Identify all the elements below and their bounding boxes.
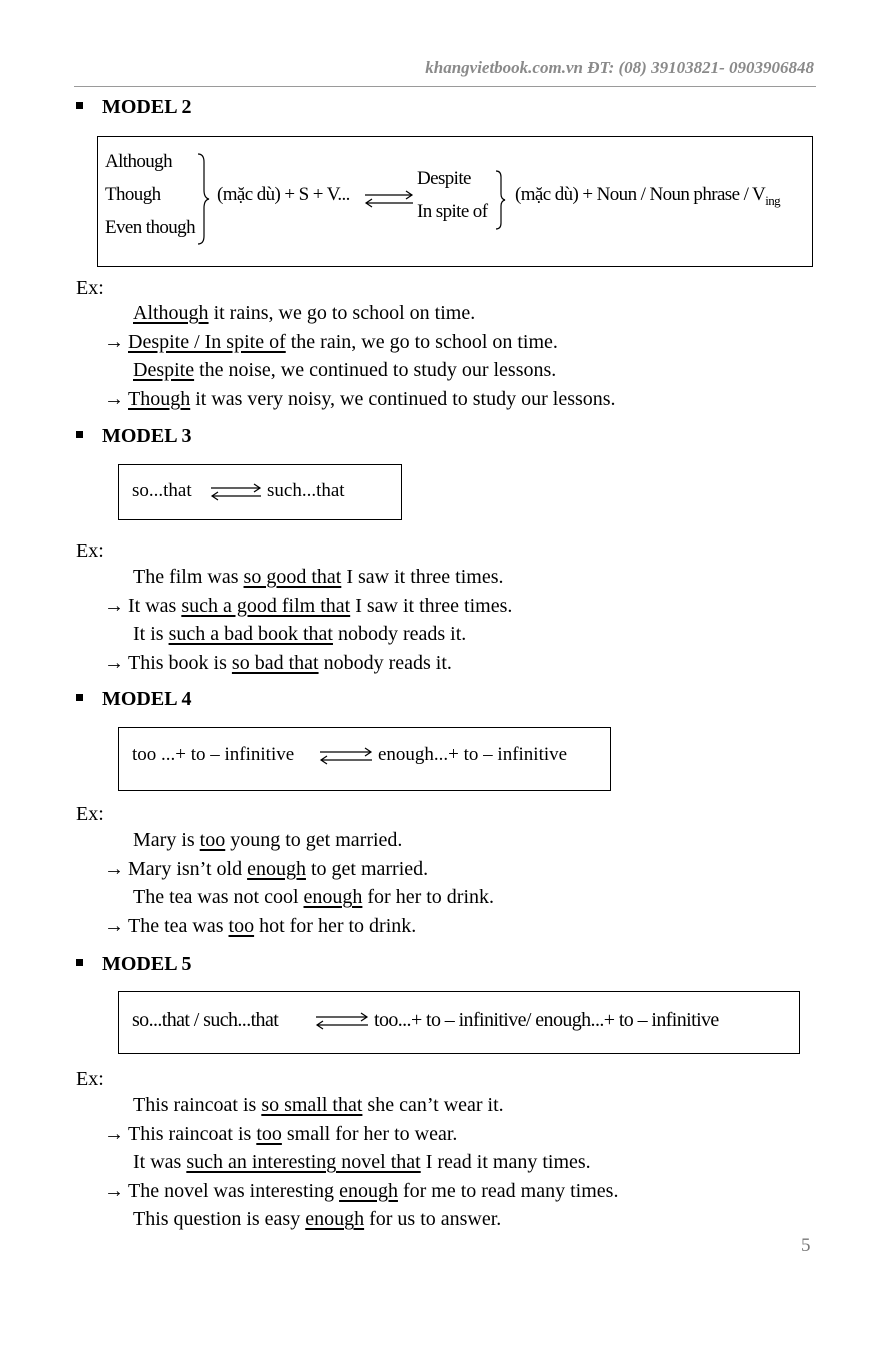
underlined-phrase: such an interesting novel that bbox=[186, 1151, 421, 1174]
example-sentence bbox=[133, 829, 402, 852]
formula-item: Despite bbox=[417, 168, 471, 189]
double-arrow-icon bbox=[315, 1012, 369, 1030]
right-brace-icon bbox=[494, 169, 506, 231]
underlined-phrase: enough bbox=[247, 857, 306, 880]
formula-right: such...that bbox=[267, 480, 345, 501]
sentence-text: The tea was not cool bbox=[133, 886, 304, 909]
example-sentence bbox=[104, 915, 416, 938]
arrow-icon: → bbox=[104, 1122, 124, 1145]
subscript: ing bbox=[765, 192, 780, 208]
sentence-text: hot for her to drink. bbox=[254, 914, 417, 937]
underlined-phrase: Despite / In spite of bbox=[128, 330, 286, 353]
arrow-icon: → bbox=[104, 1179, 124, 1202]
bullet-icon bbox=[76, 102, 83, 109]
formula-right: too...+ to – infinitive/ enough...+ to – infinitive bbox=[374, 1009, 719, 1031]
sentence-text: It is bbox=[133, 623, 169, 646]
ex-label: Ex: bbox=[76, 540, 104, 562]
bullet-icon bbox=[76, 431, 83, 438]
example-sentence bbox=[104, 652, 452, 675]
formula-left: too ...+ to – infinitive bbox=[132, 744, 295, 765]
bullet-icon bbox=[76, 959, 83, 966]
double-arrow-icon bbox=[319, 747, 373, 765]
underlined-phrase: enough bbox=[303, 886, 363, 909]
underlined-phrase: Though bbox=[128, 387, 191, 410]
example-sentence bbox=[133, 302, 475, 325]
sentence-text: This book is bbox=[128, 651, 232, 674]
sentence-text: the noise, we continued to study our lessons. bbox=[194, 359, 557, 382]
model-2-heading: MODEL 2 bbox=[76, 96, 191, 119]
model-4-heading: MODEL 4 bbox=[76, 688, 191, 711]
underlined-phrase: such a bad book that bbox=[168, 623, 333, 646]
example-sentence bbox=[133, 623, 466, 646]
underlined-phrase: such a good film that bbox=[181, 594, 351, 617]
example-sentence bbox=[104, 331, 558, 354]
sentence-text: it was very noisy, we continued to study our lessons. bbox=[190, 387, 616, 410]
formula-item: Although bbox=[105, 151, 172, 172]
sentence-text: nobody reads it. bbox=[332, 623, 467, 646]
example-sentence bbox=[133, 1208, 501, 1231]
formula-clause: (mặc dù) + S + V... bbox=[217, 184, 350, 205]
underlined-phrase: enough bbox=[305, 1208, 365, 1231]
sentence-text: It was bbox=[128, 594, 182, 617]
formula-left: so...that bbox=[132, 480, 192, 501]
arrow-icon: → bbox=[104, 387, 124, 410]
formula-item: In spite of bbox=[417, 201, 488, 222]
arrow-icon: → bbox=[104, 914, 124, 937]
double-arrow-icon bbox=[364, 190, 414, 208]
right-brace-icon bbox=[196, 152, 210, 246]
example-sentence bbox=[104, 1180, 618, 1203]
sentence-text: for her to drink. bbox=[362, 886, 495, 909]
sentence-text: Mary isn’t old bbox=[128, 857, 248, 880]
example-sentence bbox=[104, 858, 428, 881]
sentence-text: for us to answer. bbox=[364, 1208, 502, 1231]
page-number: 5 bbox=[801, 1235, 811, 1256]
underlined-phrase: so bad that bbox=[231, 651, 319, 674]
arrow-icon: → bbox=[104, 857, 124, 880]
sentence-text: to get married. bbox=[305, 857, 429, 880]
model-2-formula-box bbox=[97, 136, 813, 267]
page-header: khangvietbook.com.vn ĐT: (08) 39103821- 0903906848 bbox=[425, 58, 814, 77]
sentence-text: nobody reads it. bbox=[318, 651, 452, 674]
example-sentence bbox=[133, 1151, 591, 1174]
sentence-text: This raincoat is bbox=[128, 1122, 257, 1145]
sentence-text: Mary is bbox=[133, 829, 200, 851]
sentence-text: The film was bbox=[133, 566, 244, 588]
sentence-text: it rains, we go to school on time. bbox=[208, 302, 476, 324]
formula-item: Though bbox=[105, 184, 161, 205]
sentence-text: The novel was interesting bbox=[128, 1179, 340, 1202]
model-3-heading: MODEL 3 bbox=[76, 425, 191, 448]
formula-left: so...that / such...that bbox=[132, 1009, 279, 1031]
header-rule bbox=[74, 86, 816, 87]
arrow-icon: → bbox=[104, 651, 124, 674]
example-sentence bbox=[104, 1123, 457, 1146]
formula-item: Even though bbox=[105, 217, 195, 238]
model-3-formula-box bbox=[118, 464, 402, 520]
example-sentence bbox=[104, 595, 512, 618]
sentence-text: It was bbox=[133, 1151, 187, 1174]
example-sentence bbox=[133, 566, 504, 589]
formula-right: enough...+ to – infinitive bbox=[378, 744, 568, 765]
underlined-phrase: so good that bbox=[243, 566, 342, 588]
sentence-text: young to get married. bbox=[225, 829, 403, 851]
underlined-phrase: too bbox=[256, 1122, 282, 1145]
sentence-text: for me to read many times. bbox=[397, 1179, 619, 1202]
sentence-text: This question is easy bbox=[133, 1208, 306, 1231]
sentence-text: This raincoat is bbox=[133, 1094, 262, 1116]
underlined-phrase: too bbox=[228, 914, 255, 937]
underlined-phrase: Despite bbox=[133, 359, 195, 382]
model-4-formula-box bbox=[118, 727, 611, 791]
sentence-text: I read it many times. bbox=[420, 1151, 591, 1174]
ex-label: Ex: bbox=[76, 1068, 104, 1090]
underlined-phrase: Although bbox=[133, 302, 209, 324]
underlined-phrase: enough bbox=[339, 1179, 398, 1202]
sentence-text: I saw it three times. bbox=[341, 566, 504, 588]
arrow-icon: → bbox=[104, 594, 124, 617]
double-arrow-icon bbox=[210, 483, 262, 501]
model-5-heading: MODEL 5 bbox=[76, 953, 191, 976]
sentence-text: small for her to wear. bbox=[281, 1122, 458, 1145]
ex-label: Ex: bbox=[76, 277, 104, 299]
model-5-formula-box bbox=[118, 991, 800, 1054]
ex-label: Ex: bbox=[76, 803, 104, 825]
sentence-text: The tea was bbox=[128, 914, 229, 937]
underlined-phrase: too bbox=[199, 829, 226, 851]
example-sentence bbox=[104, 388, 616, 411]
example-sentence bbox=[133, 359, 556, 382]
example-sentence bbox=[133, 1094, 504, 1117]
bullet-icon bbox=[76, 694, 83, 701]
sentence-text: she can’t wear it. bbox=[362, 1094, 504, 1116]
underlined-phrase: so small that bbox=[261, 1094, 363, 1116]
sentence-text: I saw it three times. bbox=[350, 594, 513, 617]
sentence-text: the rain, we go to school on time. bbox=[285, 330, 558, 353]
arrow-icon: → bbox=[104, 330, 124, 353]
formula-clause: (mặc dù) + Noun / Noun phrase / $V_{ing}$ bbox=[515, 184, 780, 208]
example-sentence bbox=[133, 886, 494, 909]
